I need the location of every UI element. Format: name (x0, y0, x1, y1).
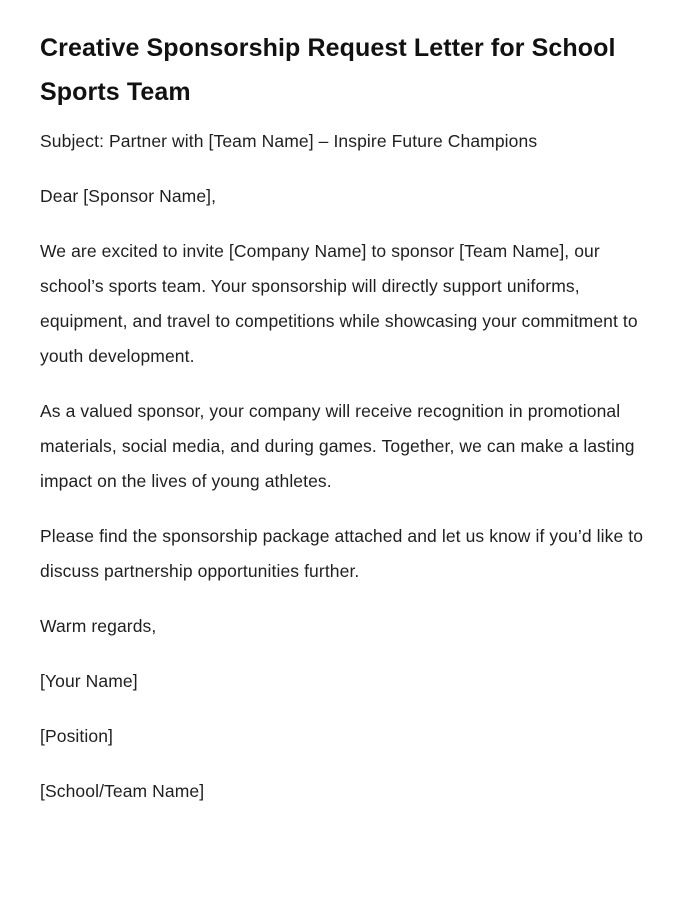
body-paragraph: We are excited to invite [Company Name] to sponsor [Team Name], our school’s sports team. Your sponsorship will directly support uniforms, equipment, and travel to competitions while showcasing your commitment to youth development. (40, 241, 638, 366)
signature-position: [Position] (40, 726, 113, 746)
signature-name: [Your Name] (40, 671, 138, 691)
closing: Warm regards, (40, 616, 157, 636)
subject-line: Subject: Partner with [Team Name] – Inspire Future Champions (40, 131, 538, 151)
signature-school: [School/Team Name] (40, 781, 205, 801)
body-paragraph: As a valued sponsor, your company will receive recognition in promotional materials, social media, and during games. Together, we can make a lasting impact on the lives of young athletes. (40, 401, 635, 491)
salutation: Dear [Sponsor Name], (40, 186, 217, 206)
body-paragraph: Please find the sponsorship package attached and let us know if you’d like to discuss partnership opportunities further. (40, 526, 644, 581)
letter-body (40, 124, 644, 809)
page-title: Creative Sponsorship Request Letter for School Sports Team (40, 34, 616, 106)
